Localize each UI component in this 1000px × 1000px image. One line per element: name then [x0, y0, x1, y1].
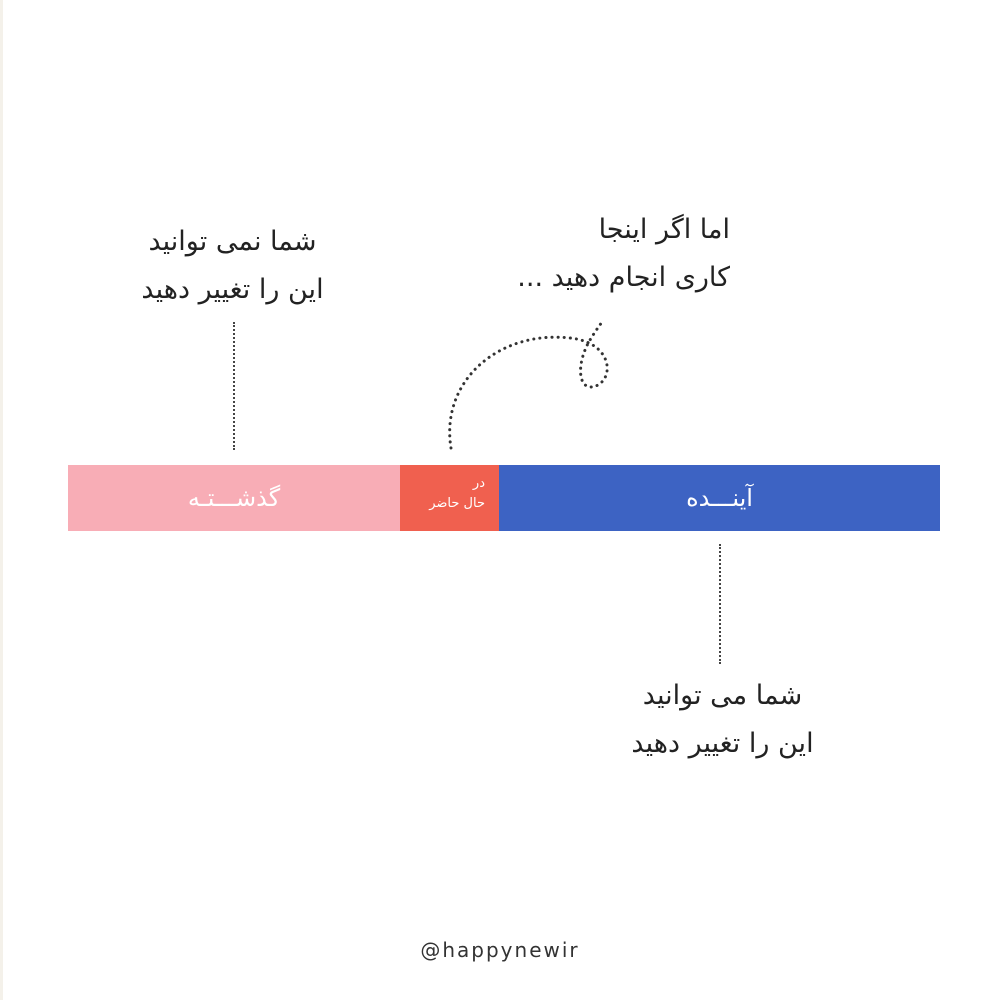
- past-note-line-2: این را تغییر دهید: [141, 274, 324, 305]
- past-segment-label: گذشـــتـه: [187, 484, 281, 512]
- present-segment: [400, 465, 499, 531]
- past-note: [110, 218, 355, 314]
- future-note-line-1: شما می توانید: [642, 680, 803, 711]
- future-note: [600, 672, 845, 768]
- account-handle: @happynewir: [420, 938, 580, 962]
- past-segment: [68, 465, 400, 531]
- future-note-line-2: این را تغییر دهید: [631, 728, 814, 759]
- past-dotted-connector: [233, 322, 235, 450]
- present-note-line-1: اما اگر اینجا: [598, 214, 730, 245]
- past-note-line-1: شما نمی توانید: [148, 226, 317, 257]
- present-label-line-2: حال حاضر: [429, 496, 485, 511]
- future-segment: [499, 465, 940, 531]
- left-edge-strip: [0, 0, 3, 1000]
- present-note: [440, 206, 730, 302]
- future-segment-label: آینـــده: [686, 484, 753, 512]
- present-label-line-1: در: [472, 476, 485, 491]
- present-segment-label: [429, 474, 485, 514]
- future-dotted-connector: [719, 544, 721, 664]
- timeline-bar: [68, 465, 940, 531]
- present-note-line-2: کاری انجام دهید ...: [517, 262, 730, 293]
